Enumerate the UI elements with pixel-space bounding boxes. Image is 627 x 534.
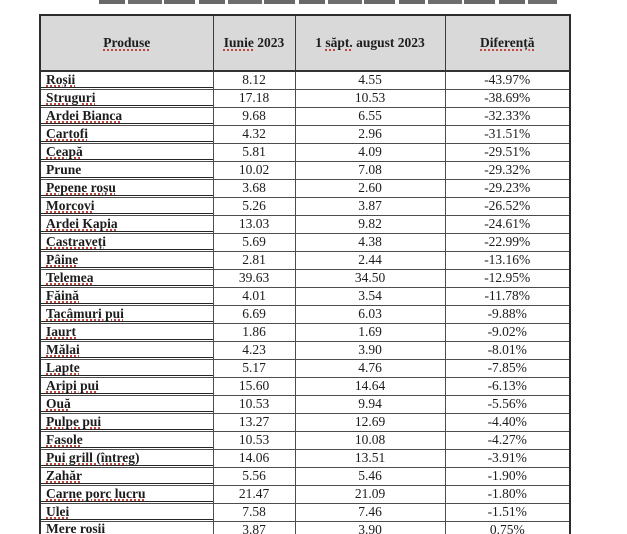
clipped-title-text	[99, 0, 557, 4]
difference-cell: -6.13%	[445, 377, 570, 395]
table-body	[40, 71, 570, 534]
table-row	[40, 89, 570, 107]
product-cell: Pâine	[40, 251, 213, 269]
august-value-cell: 12.69	[295, 413, 445, 431]
table-row	[40, 431, 570, 449]
product-cell: Castraveți	[40, 233, 213, 251]
august-value-cell: 4.76	[295, 359, 445, 377]
difference-cell: -8.01%	[445, 341, 570, 359]
table-row	[40, 269, 570, 287]
difference-cell: -5.56%	[445, 395, 570, 413]
august-value-cell: 34.50	[295, 269, 445, 287]
difference-cell: -4.40%	[445, 413, 570, 431]
product-cell: Aripi pui	[40, 377, 213, 395]
august-value-cell: 6.55	[295, 107, 445, 125]
difference-cell: -31.51%	[445, 125, 570, 143]
table-row	[40, 251, 570, 269]
difference-cell: -4.27%	[445, 431, 570, 449]
product-cell: Pulpe pui	[40, 413, 213, 431]
august-value-cell: 4.55	[295, 71, 445, 89]
june-value-cell: 21.47	[213, 485, 295, 503]
june-value-cell: 10.02	[213, 161, 295, 179]
difference-cell: -1.80%	[445, 485, 570, 503]
difference-cell: -1.90%	[445, 467, 570, 485]
product-cell: Ardei Kapia	[40, 215, 213, 233]
table-row	[40, 143, 570, 161]
spellcheck-flagged-text: Diferență	[480, 35, 535, 50]
product-cell: Telemea	[40, 269, 213, 287]
difference-cell: -29.23%	[445, 179, 570, 197]
june-value-cell: 6.69	[213, 305, 295, 323]
june-value-cell: 7.58	[213, 503, 295, 521]
product-cell: Fasole	[40, 431, 213, 449]
difference-cell: -24.61%	[445, 215, 570, 233]
june-value-cell: 3.87	[213, 521, 295, 534]
column-header-2: 1 săpt. august 2023	[295, 15, 445, 71]
august-value-cell: 2.44	[295, 251, 445, 269]
product-cell: Morcovi	[40, 197, 213, 215]
spellcheck-flagged-text: săpt.	[325, 35, 353, 50]
product-cell: Struguri	[40, 89, 213, 107]
product-cell: Tacâmuri pui	[40, 305, 213, 323]
table-row	[40, 107, 570, 125]
column-header-0	[40, 15, 213, 71]
product-cell: Prune	[40, 161, 213, 179]
difference-cell: -38.69%	[445, 89, 570, 107]
table-row	[40, 197, 570, 215]
difference-cell: -9.88%	[445, 305, 570, 323]
june-value-cell: 13.03	[213, 215, 295, 233]
product-cell: Ulei	[40, 503, 213, 521]
product-cell: Ceapă	[40, 143, 213, 161]
difference-cell: -3.91%	[445, 449, 570, 467]
difference-cell: -22.99%	[445, 233, 570, 251]
august-value-cell: 9.82	[295, 215, 445, 233]
june-value-cell: 5.17	[213, 359, 295, 377]
table-row	[40, 125, 570, 143]
august-value-cell: 3.90	[295, 341, 445, 359]
table-row	[40, 71, 570, 89]
august-value-cell: 10.53	[295, 89, 445, 107]
difference-cell: -9.02%	[445, 323, 570, 341]
august-value-cell: 4.09	[295, 143, 445, 161]
june-value-cell: 10.53	[213, 395, 295, 413]
table-header-row	[40, 15, 570, 71]
june-value-cell: 14.06	[213, 449, 295, 467]
table-row	[40, 161, 570, 179]
june-value-cell: 3.68	[213, 179, 295, 197]
table-row	[40, 395, 570, 413]
table-row	[40, 341, 570, 359]
table-header	[40, 15, 570, 71]
product-cell: Cartofi	[40, 125, 213, 143]
august-value-cell: 3.87	[295, 197, 445, 215]
august-value-cell: 3.90	[295, 521, 445, 534]
june-value-cell: 5.26	[213, 197, 295, 215]
product-cell: Mălai	[40, 341, 213, 359]
june-value-cell: 8.12	[213, 71, 295, 89]
difference-cell: -11.78%	[445, 287, 570, 305]
product-cell: Făină	[40, 287, 213, 305]
spellcheck-flagged-text: Produse	[103, 35, 151, 50]
table-row	[40, 359, 570, 377]
august-value-cell: 9.94	[295, 395, 445, 413]
june-value-cell: 4.01	[213, 287, 295, 305]
table-row	[40, 413, 570, 431]
august-value-cell: 2.60	[295, 179, 445, 197]
august-value-cell: 6.03	[295, 305, 445, 323]
table-row	[40, 233, 570, 251]
difference-cell: -1.51%	[445, 503, 570, 521]
table-row	[40, 467, 570, 485]
price-comparison-table	[39, 14, 571, 534]
table-row	[40, 521, 570, 534]
august-value-cell: 7.08	[295, 161, 445, 179]
column-header-3	[445, 15, 570, 71]
table-row	[40, 287, 570, 305]
difference-cell: -29.51%	[445, 143, 570, 161]
table-row	[40, 485, 570, 503]
june-value-cell: 17.18	[213, 89, 295, 107]
spellcheck-flagged-text: Iunie	[223, 35, 254, 50]
august-value-cell: 14.64	[295, 377, 445, 395]
table-row	[40, 377, 570, 395]
difference-cell: -7.85%	[445, 359, 570, 377]
august-value-cell: 3.54	[295, 287, 445, 305]
june-value-cell: 1.86	[213, 323, 295, 341]
table-row	[40, 179, 570, 197]
june-value-cell: 39.63	[213, 269, 295, 287]
june-value-cell: 4.23	[213, 341, 295, 359]
table-row	[40, 503, 570, 521]
june-value-cell: 5.81	[213, 143, 295, 161]
product-cell: Mere rosii	[40, 521, 213, 534]
product-cell: Lapte	[40, 359, 213, 377]
column-header-1: Iunie 2023	[213, 15, 295, 71]
august-value-cell: 7.46	[295, 503, 445, 521]
table-row	[40, 449, 570, 467]
product-cell: Iaurt	[40, 323, 213, 341]
table-row	[40, 323, 570, 341]
june-value-cell: 4.32	[213, 125, 295, 143]
difference-cell: -32.33%	[445, 107, 570, 125]
june-value-cell: 13.27	[213, 413, 295, 431]
difference-cell: -13.16%	[445, 251, 570, 269]
june-value-cell: 9.68	[213, 107, 295, 125]
june-value-cell: 5.56	[213, 467, 295, 485]
product-cell: Carne porc lucru	[40, 485, 213, 503]
august-value-cell: 21.09	[295, 485, 445, 503]
difference-cell: -12.95%	[445, 269, 570, 287]
product-cell: Zahăr	[40, 467, 213, 485]
august-value-cell: 13.51	[295, 449, 445, 467]
august-value-cell: 2.96	[295, 125, 445, 143]
difference-cell: -43.97%	[445, 71, 570, 89]
june-value-cell: 10.53	[213, 431, 295, 449]
difference-cell: -29.32%	[445, 161, 570, 179]
june-value-cell: 15.60	[213, 377, 295, 395]
june-value-cell: 5.69	[213, 233, 295, 251]
august-value-cell: 10.08	[295, 431, 445, 449]
product-cell: Ardei Bianca	[40, 107, 213, 125]
table-row	[40, 305, 570, 323]
difference-cell: 0.75%	[445, 521, 570, 534]
august-value-cell: 5.46	[295, 467, 445, 485]
table-row	[40, 215, 570, 233]
product-cell: Roșii	[40, 71, 213, 89]
august-value-cell: 4.38	[295, 233, 445, 251]
june-value-cell: 2.81	[213, 251, 295, 269]
difference-cell: -26.52%	[445, 197, 570, 215]
product-cell: Ouă	[40, 395, 213, 413]
product-cell: Pepene roșu	[40, 179, 213, 197]
product-cell: Pui grill (întreg)	[40, 449, 213, 467]
august-value-cell: 1.69	[295, 323, 445, 341]
